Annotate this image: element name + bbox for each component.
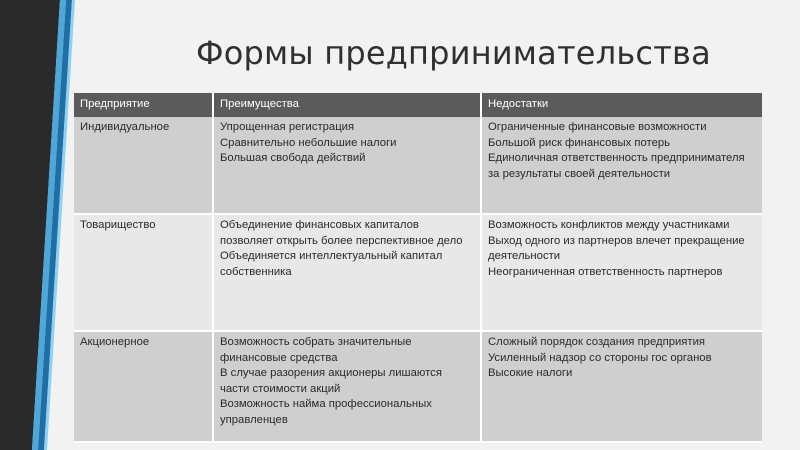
header-disadvantages: Недостатки [481,93,762,117]
forms-table [74,93,762,443]
table-row [74,331,762,442]
disadvantages-cell [481,331,762,442]
disadvantages-cell [481,117,762,214]
enterprise-cell: Акционерное [74,331,213,442]
disadvantage-item: Выход одного из партнеров влечет прекращение деятельности [488,234,745,262]
disadvantages-cell [481,214,762,331]
disadvantage-item: Высокие налоги [488,367,573,379]
disadvantage-item: Ограниченные финансовые возможности [488,121,707,133]
table-row [74,214,762,331]
advantage-item: Сравнительно небольшие налоги [220,136,397,149]
advantage-item: В случае разорения акционеры лишаются части стоимости акций [220,367,442,395]
decorative-stripes [0,0,80,450]
advantage-item: Объединяется интеллектуальный капитал собственника [220,250,443,278]
advantage-item: Возможность найма профессиональных управленцев [220,398,432,426]
advantage-item: Упрощенная регистрация [220,121,355,133]
table-row [74,117,762,214]
disadvantage-item: Усиленный надзор со стороны гос органов [488,351,712,364]
advantages-cell [213,117,481,214]
header-enterprise: Предприятие [74,93,213,117]
disadvantage-item: Большой риск финансовых потерь [488,136,671,149]
table-header-row [74,93,762,117]
advantages-cell [213,214,481,331]
enterprise-cell: Товарищество [74,214,213,331]
disadvantage-item: Возможность конфликтов между участниками [488,219,730,231]
advantages-cell [213,331,481,442]
advantage-item: Объединение финансовых капиталов позволяет открыть более перспективное дело [220,219,463,247]
disadvantage-item: Единоличная ответственность предпринимателя за результаты своей деятельности [488,152,745,180]
header-advantages: Преимущества [213,93,481,117]
enterprise-cell: Индивидуальное [74,117,213,214]
advantage-item: Возможность собрать значительные финансовые средства [220,336,412,364]
disadvantage-item: Неограниченная ответственность партнеров [488,265,723,278]
advantage-item: Большая свобода действий [220,152,366,164]
page-title: Формы предпринимательства [196,34,711,72]
disadvantage-item: Сложный порядок создания предприятия [488,336,706,348]
